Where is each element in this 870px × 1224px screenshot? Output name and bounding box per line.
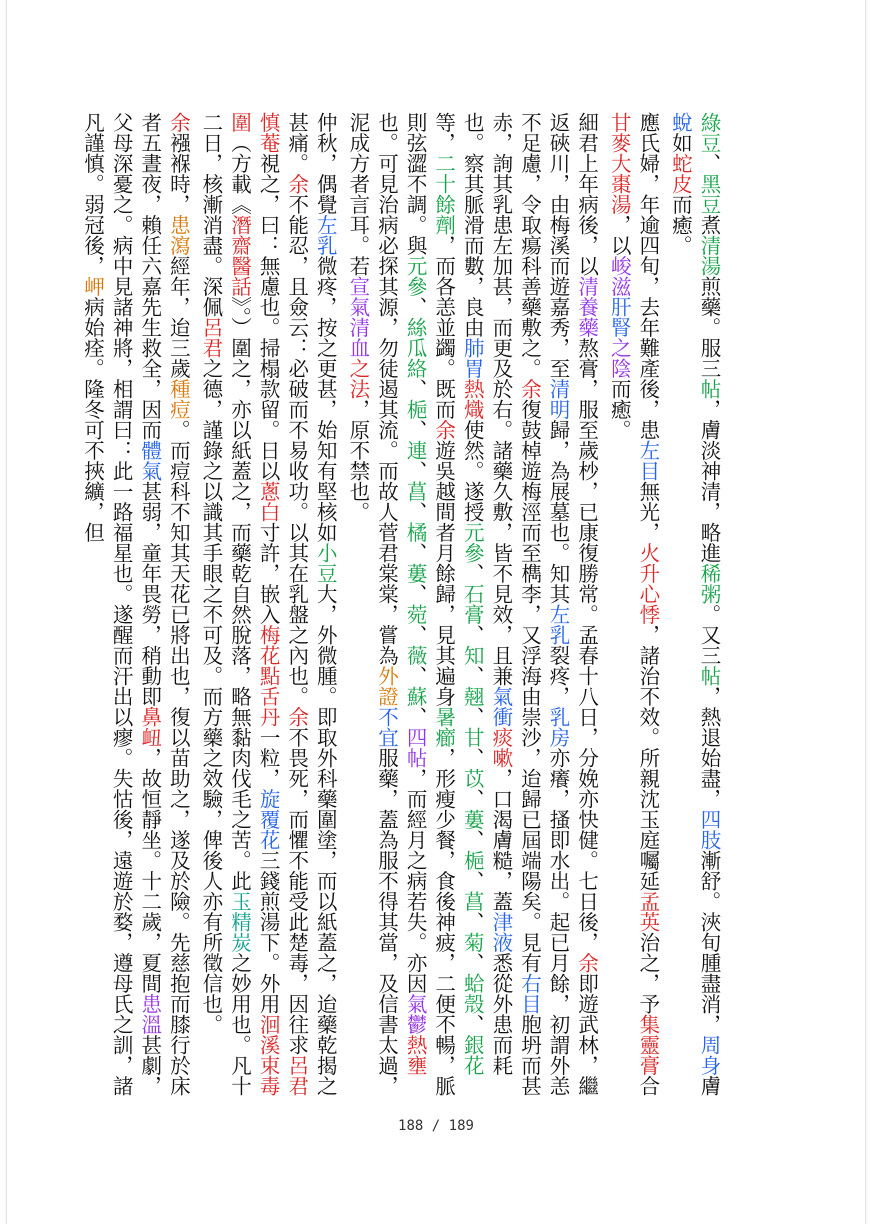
text-run: 。又三 — [697, 604, 721, 666]
text-run: 胞坍而甚赤，詢其乳患左加甚，而更及於右。諸藥久敷，皆不見效，且兼 — [488, 112, 542, 1096]
term-herb: 梔 — [460, 850, 485, 871]
term-herb: 菊 — [460, 932, 485, 953]
term-yellow: 患瀉 — [166, 214, 191, 256]
term-herb: 蔞 — [403, 563, 428, 584]
text-run: 、 — [403, 460, 428, 481]
term-qi: 左乳 — [546, 604, 571, 645]
text-run: 、 — [403, 419, 428, 440]
page-number — [7, 1118, 865, 1134]
text-run: 膚 — [697, 1075, 721, 1096]
text-run: 、 — [460, 1014, 485, 1035]
term-qi: 不宜 — [374, 706, 399, 748]
text-run: 、 — [403, 542, 428, 563]
text-run: ，而經月之病若失。亦因 — [403, 768, 428, 994]
text-run: 不畏死，而懼不能受此楚毒，因往求 — [284, 727, 309, 1055]
term-name: 孟英 — [635, 891, 660, 932]
term-yellow: 岬 — [80, 276, 105, 297]
term-name: 甘麥大棗湯 — [607, 112, 632, 215]
term-name: 余 — [574, 952, 599, 973]
paragraph-5 — [78, 112, 192, 1102]
term-herb: 絲瓜絡 — [403, 317, 428, 379]
document-page — [6, 0, 866, 1224]
text-run: 、 — [403, 296, 428, 317]
term-herb: 蔞 — [460, 809, 485, 830]
page-separator: / — [431, 1118, 441, 1134]
text-run: 煮 — [697, 214, 721, 235]
text-run: 而癒。 — [668, 194, 693, 256]
term-herb: 橘 — [403, 522, 428, 543]
term-herb: 帖 — [697, 665, 721, 686]
term-name: 熱壅 — [403, 1034, 428, 1076]
text-run: 襁褓時， — [166, 132, 191, 215]
text-run: 也。可見治病必探其源，勿徒遏其流。而故人菅君棠棠，嘗為 — [374, 112, 399, 666]
text-run: 歸，為展墓也。知其 — [546, 419, 571, 604]
text-run: 病始痊。隆冬可不挾纊，但 — [80, 296, 105, 543]
text-run: 亦癢，搔即水出。起已月餘，初謂外恙不足慮，令取瘍科善藥敷之。 — [517, 112, 571, 1096]
term-qi: 周身 — [697, 1034, 721, 1076]
term-name: 呂君慎菴 — [256, 112, 309, 1096]
term-qi: 旋覆花 — [256, 788, 281, 850]
term-qi: 肺胃 — [460, 337, 485, 379]
text-run: 之妙用也。凡十二日，核漸消盡。深佩 — [198, 112, 252, 1096]
text-run: 、 — [403, 665, 428, 686]
text-run: 熬膏，服至歲杪，已康復勝常。孟春十八日，分娩亦快健。七日後， — [574, 337, 599, 953]
text-run: 、 — [460, 788, 485, 809]
term-name: 梅花點舌丹 — [256, 624, 281, 727]
term-herb: 黑豆 — [697, 173, 721, 215]
text-run: 漸舒。浹旬腫盡消， — [697, 850, 721, 1035]
paragraph-2 — [605, 112, 662, 1102]
term-qi: 右目 — [517, 973, 542, 1014]
text-run: ，以 — [607, 214, 632, 256]
term-herb: 苡 — [460, 768, 485, 789]
term-herb: 知 — [460, 645, 485, 666]
text-run: 、 — [460, 747, 485, 768]
text-run: 煎藥。服三 — [697, 276, 721, 379]
term-name: 痰嗽 — [488, 727, 513, 768]
term-name: 集靈膏 — [635, 1014, 660, 1076]
term-herb: 梔 — [403, 399, 428, 420]
term-herb: 蘇 — [403, 686, 428, 707]
text-run: 、 — [460, 706, 485, 727]
term-herb: 蛤殼 — [460, 973, 485, 1014]
text-run: 視之，曰：無慮也。掃榻款留。日以 — [256, 153, 281, 481]
term-organ: 清養藥 — [574, 276, 599, 338]
text-run: 、 — [460, 665, 485, 686]
text-run: 治之，予 — [635, 932, 660, 1014]
text-run: ，諸治不效。所親沈玉庭囑延 — [635, 624, 660, 891]
text-run: 、 — [403, 583, 428, 604]
term-herb: 甘 — [460, 727, 485, 748]
term-herb: 菀 — [403, 604, 428, 625]
text-run: ，形瘦少餐，食後神疲，二便不暢，脈則弦澀不調。與 — [403, 112, 456, 1096]
term-name: 呂君 — [198, 317, 223, 358]
text-run: 一粒， — [256, 727, 281, 789]
current-page: 188 — [398, 1118, 424, 1134]
term-qi: 清明 — [546, 378, 571, 420]
term-name: 余 — [431, 419, 456, 440]
term-qi: 四肢 — [697, 809, 721, 850]
term-herb: 稀粥 — [697, 563, 721, 604]
text-run: 、 — [460, 563, 485, 584]
text-run: 、 — [460, 624, 485, 645]
text-run: 無光， — [635, 481, 660, 543]
term-qi: 左乳 — [313, 214, 338, 256]
term-qi: 蛻 — [668, 112, 693, 133]
term-herb: 綠豆 — [697, 112, 721, 153]
paragraph-4 — [196, 112, 339, 1102]
term-qi: 肝腎 — [607, 296, 632, 338]
term-herb: 連 — [403, 440, 428, 461]
term-herb: 清湯 — [697, 235, 721, 276]
text-run: 即遊武林，繼返硤川，由梅溪而遊嘉秀，至 — [546, 112, 599, 1096]
term-herb: 菖 — [460, 891, 485, 912]
term-name: 余 — [517, 378, 542, 399]
text-run: 經年，迨三歲 — [166, 255, 191, 379]
text-run: 合 — [635, 1075, 660, 1096]
text-run: 使然。遂授 — [460, 419, 485, 522]
text-run: ，故恒靜坐。十二歲，夏間 — [137, 747, 162, 994]
text-run: ，膚淡神清，略進 — [697, 399, 721, 563]
term-name: 洄溪束毒圍 — [227, 112, 281, 1096]
text-run: 大，外微腫。即取外科藥圍塗，而以紙蓋之，迨藥乾揭之甚痛。 — [284, 112, 338, 1096]
text-run: ，而各恙並蠲。既而 — [431, 235, 456, 420]
text-run: 》。）圍之，亦以紙蓋之，而藥乾自然脫落，略無黏肉伐毛之苦。此 — [227, 296, 252, 891]
text-run: 等， — [431, 112, 456, 153]
term-herb: 元參 — [460, 522, 485, 563]
text-run: 、 — [460, 829, 485, 850]
text-run: 而癒。 — [607, 378, 632, 440]
term-organ: 之陰 — [607, 337, 632, 379]
text-run: 仲秋，偶覺 — [313, 112, 338, 215]
text-run: 遊吳越間者月餘歸，見其遍身 — [431, 440, 456, 707]
text-run: 裂疼， — [546, 645, 571, 707]
text-run: 。而痘科不知其天花已將出也，復以苗助之，遂及於險。先慈抱而膝行於床者五晝夜，賴任六嘉先生救全，因而 — [137, 112, 191, 1096]
term-teal: 玉精炭 — [227, 891, 252, 953]
term-herb: 暑癤 — [431, 706, 456, 748]
term-qi: 氣衝 — [488, 686, 513, 727]
term-name: 火升心悸 — [635, 542, 660, 625]
text-run: 、 — [460, 911, 485, 932]
term-name: 蔥白 — [256, 481, 281, 522]
text-run: 細君上年病後，以 — [574, 112, 599, 276]
text-run: 微疼，按之更甚，始知有堅核如 — [313, 255, 338, 543]
term-qi: 乳房 — [546, 706, 571, 748]
term-organ: 四帖 — [403, 727, 428, 768]
text-run: 應氏婦，年逾四旬，去年難產後，患 — [635, 112, 660, 440]
term-name: 余 — [166, 112, 191, 133]
term-name: 余 — [284, 173, 309, 194]
term-herb: 石膏 — [460, 583, 485, 625]
text-run: 悉從外患而耗也。察其脈滑而數，良由 — [460, 112, 513, 1076]
term-herb: 二十餘劑 — [431, 153, 456, 235]
term-herb: 翹 — [460, 686, 485, 707]
text-run: ，口渴膚糙，蓋 — [488, 768, 513, 912]
total-pages: 189 — [448, 1118, 474, 1134]
term-yellow: 外證 — [374, 665, 399, 707]
term-herb: 銀花 — [460, 1034, 485, 1076]
term-organ: 氣鬱 — [403, 993, 428, 1035]
paragraph-1 — [666, 112, 723, 1102]
text-run: 、 — [697, 153, 721, 174]
text-run: 、 — [460, 870, 485, 891]
text-run: 寸許，嵌入 — [256, 522, 281, 625]
term-name: 鼻衄 — [137, 706, 162, 748]
text-block — [80, 112, 723, 1102]
term-name: 潛齋醫話 — [227, 214, 252, 297]
text-run: 、 — [460, 952, 485, 973]
term-qi: 左目 — [635, 440, 660, 481]
term-name: 熱熾 — [460, 378, 485, 420]
term-organ: 患溫 — [137, 993, 162, 1035]
term-organ: 峻滋 — [607, 255, 632, 297]
term-herb: 菖 — [403, 481, 428, 502]
term-organ: 宣氣清血 — [345, 276, 370, 358]
term-herb: 薇 — [403, 645, 428, 666]
term-yellow: 種痘 — [166, 378, 191, 420]
term-qi: 體氣 — [137, 440, 162, 481]
text-run: 之德，謹錄之以識其手眼之不可及。而方藥之效驗，俾後人亦有所徵信也。 — [198, 358, 223, 1035]
term-name: 余 — [284, 706, 309, 727]
text-run: 三錢煎湯下。外用 — [256, 850, 281, 1014]
term-herb: 元參 — [403, 255, 428, 297]
text-run: 、 — [403, 624, 428, 645]
term-herb: 帖 — [697, 378, 721, 399]
text-run: 如 — [668, 132, 693, 153]
text-run: 甚劇，父母深憂之。病中見諸神將，相謂曰：此一路福星也。遂醒而汗出以瘳。失怙後，遠遊於婺，遵母氏之訓，諸凡謹慎。弱冠後， — [80, 112, 162, 1096]
text-run: 甚弱，童年畏勞，稍動即 — [137, 481, 162, 707]
term-name: 蛇皮 — [668, 153, 693, 194]
text-run: 、 — [403, 501, 428, 522]
term-herb: 小豆 — [313, 542, 338, 584]
text-run: 、 — [403, 378, 428, 399]
term-name: 之法 — [345, 358, 370, 399]
text-run: 服藥，蓋為服不得其當，及信書太過，泥成方者言耳。若 — [345, 112, 399, 1096]
text-run: 、 — [403, 706, 428, 727]
text-run: （方載《 — [227, 132, 252, 215]
text-run: ，熱退始盡， — [697, 686, 721, 809]
term-qi: 津液 — [488, 911, 513, 953]
text-run: 復鼓棹遊梅涇而至檇李，又浮海由崇沙，迨歸已屆端陽矣。見有 — [517, 399, 542, 973]
text-run: 不能忍，且僉云：必破而不易收功。以其在乳盤之內也。 — [284, 194, 309, 707]
text-run: ，原不禁也。 — [345, 399, 370, 522]
paragraph-3 — [343, 112, 600, 1102]
